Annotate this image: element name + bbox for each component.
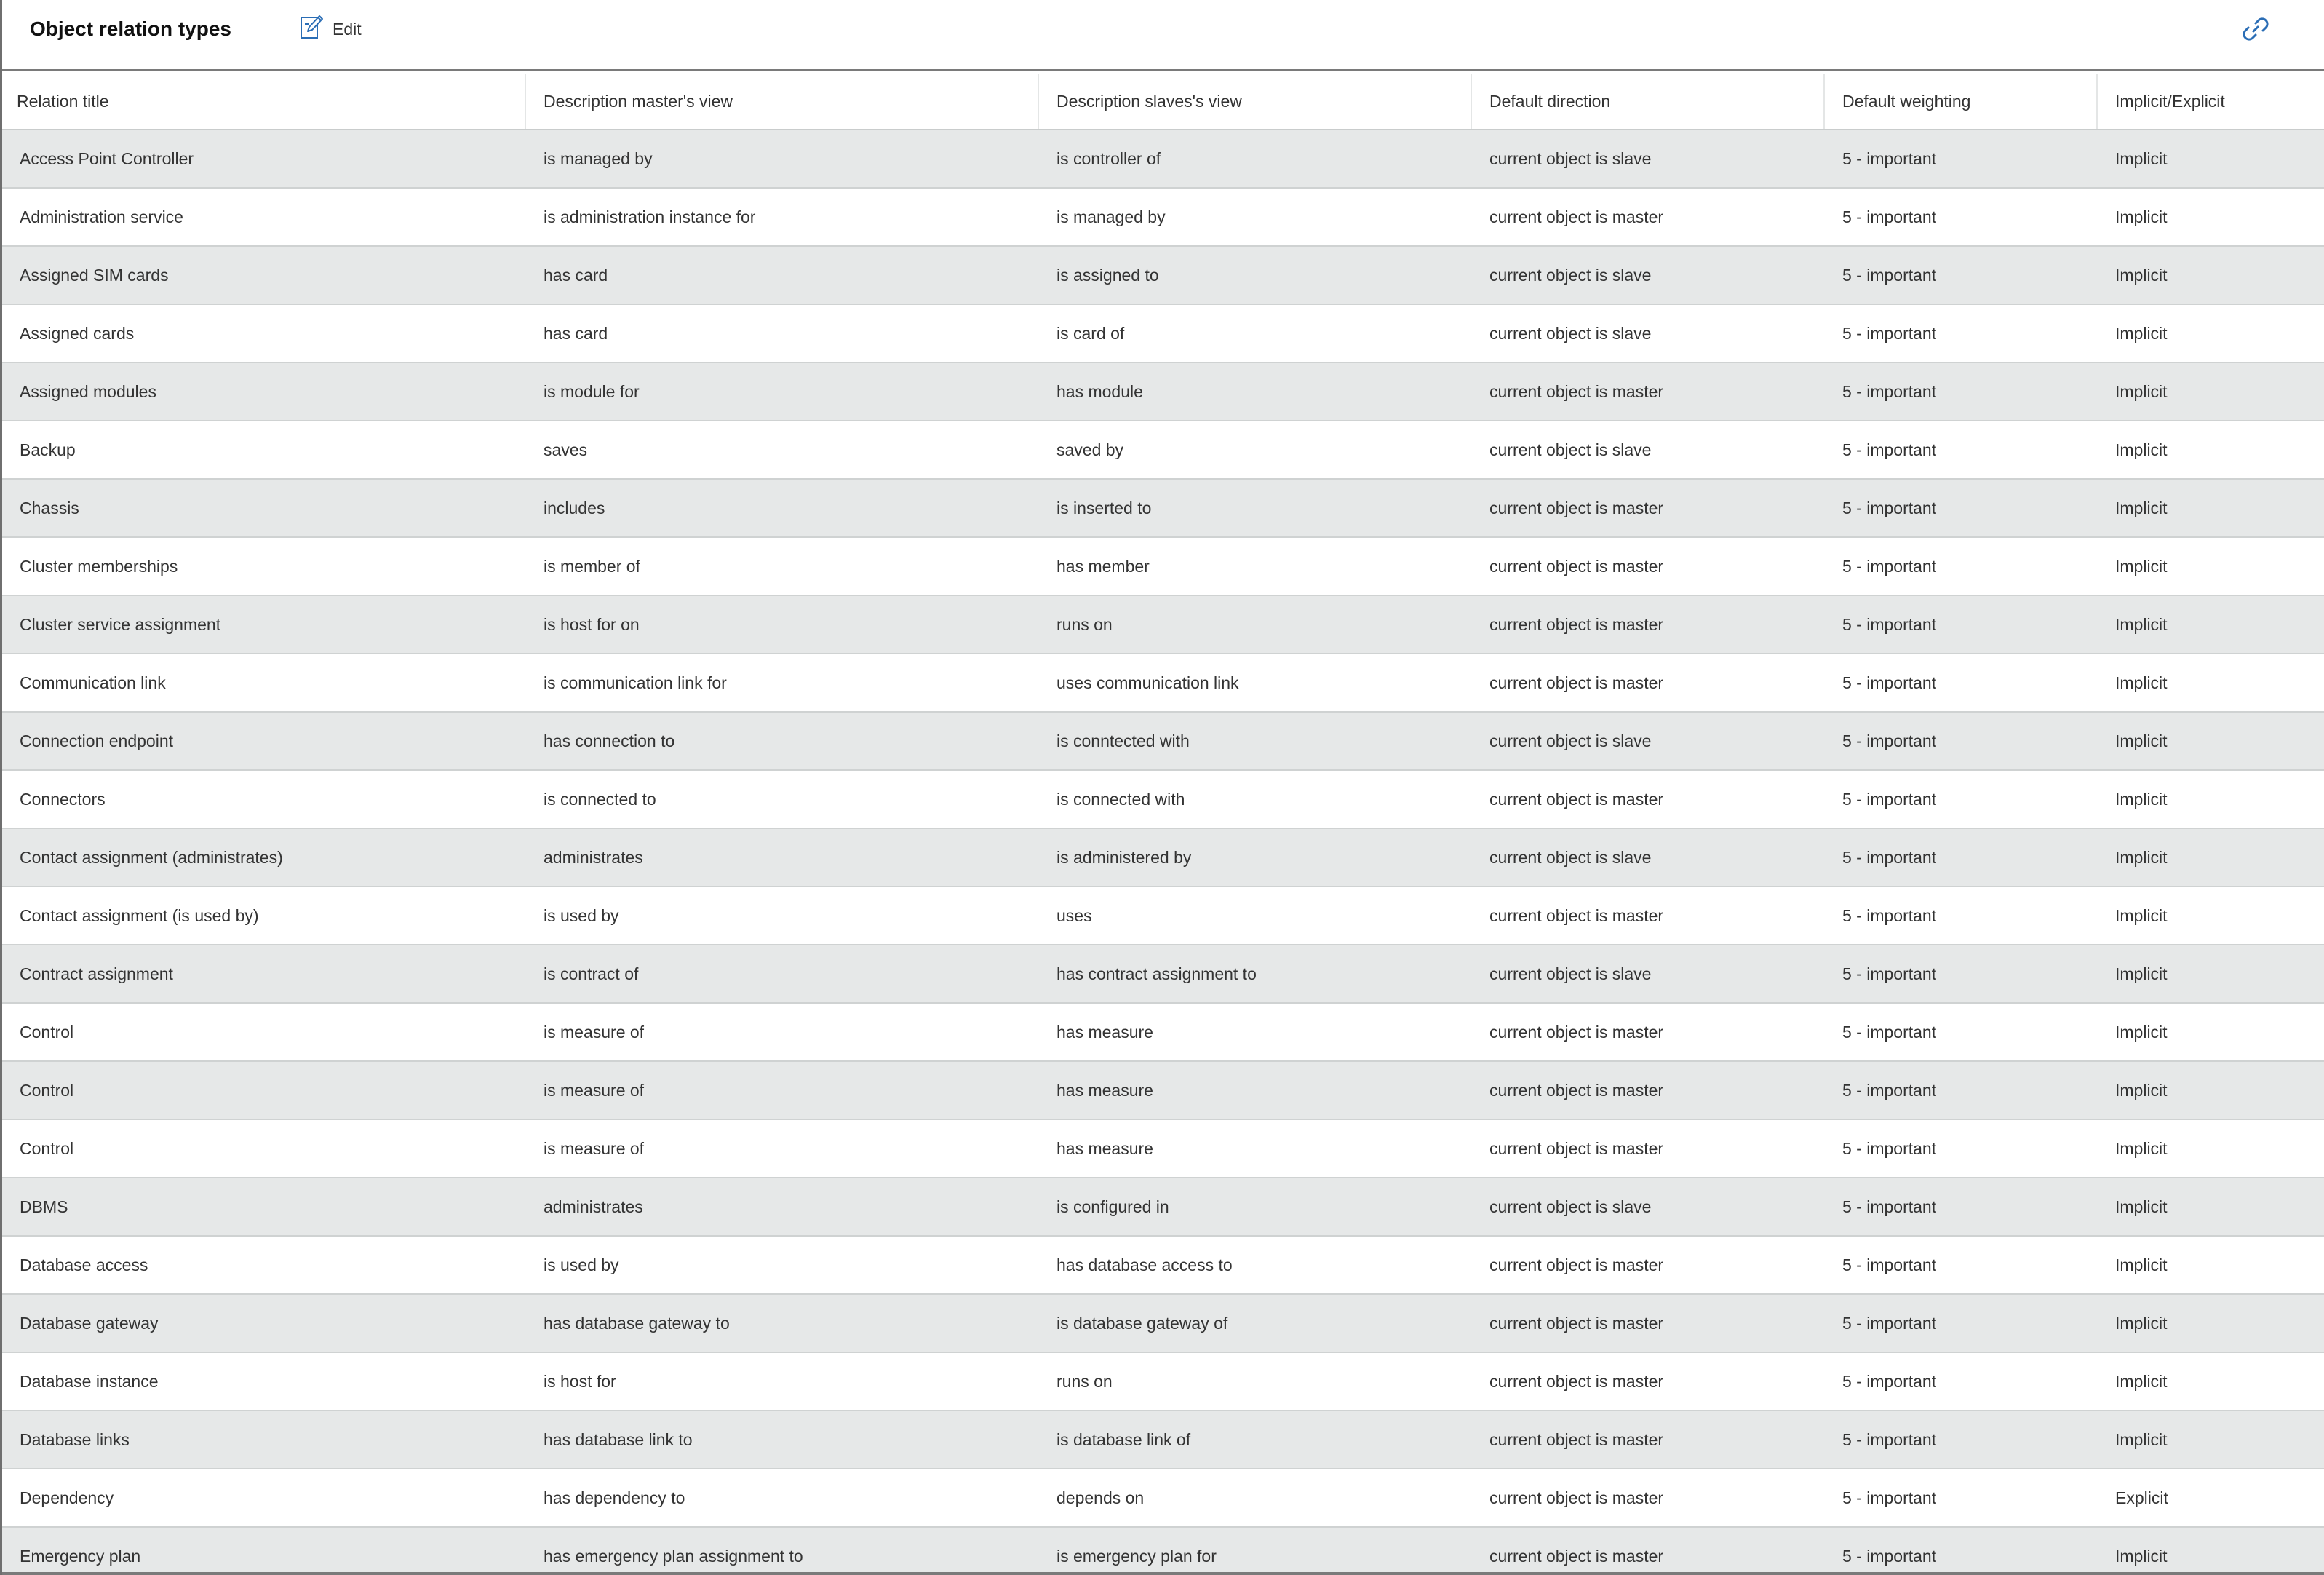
cell-slave-view: is managed by (1056, 207, 1166, 226)
cell-master-view: has emergency plan assignment to (544, 1546, 803, 1566)
cell-implicit-explicit: Explicit (2115, 1488, 2168, 1507)
cell-slave-view: is controller of (1056, 148, 1161, 168)
cell-slave-view: is database gateway of (1056, 1313, 1228, 1333)
cell-default-direction: current object is master (1489, 789, 1664, 809)
table-row[interactable] (2, 130, 2324, 189)
cell-default-weighting: 5 - important (1842, 1488, 1937, 1507)
cell-implicit-explicit: Implicit (2115, 148, 2168, 168)
cell-default-direction: current object is master (1489, 1138, 1664, 1158)
column-header-default-weighting[interactable]: Default weighting (1825, 74, 2098, 129)
table-row[interactable] (2, 538, 2324, 596)
cell-master-view: has database gateway to (544, 1313, 730, 1333)
edit-label: Edit (333, 19, 362, 39)
cell-implicit-explicit: Implicit (2115, 556, 2168, 576)
cell-relation-title: Control (20, 1022, 74, 1042)
page-header (2, 0, 2324, 71)
table-row[interactable] (2, 1062, 2324, 1120)
cell-slave-view: depends on (1056, 1488, 1145, 1507)
cell-relation-title: Assigned modules (20, 381, 156, 401)
cell-default-direction: current object is master (1489, 673, 1664, 692)
cell-slave-view: has contract assignment to (1056, 964, 1257, 983)
cell-master-view: is used by (544, 905, 619, 925)
table-row[interactable] (2, 654, 2324, 713)
cell-slave-view: is inserted to (1056, 498, 1152, 517)
cell-default-weighting: 5 - important (1842, 1546, 1937, 1566)
cell-default-weighting: 5 - important (1842, 265, 1937, 285)
cell-implicit-explicit: Implicit (2115, 1138, 2168, 1158)
table-row[interactable] (2, 596, 2324, 654)
cell-slave-view: saved by (1056, 440, 1124, 459)
column-header-master-view[interactable]: Description master's view (526, 74, 1039, 129)
table-row[interactable] (2, 1528, 2324, 1575)
cell-relation-title: Assigned cards (20, 323, 135, 343)
cell-relation-title: Backup (20, 440, 76, 459)
page-title: Object relation types (30, 17, 231, 40)
cell-default-weighting: 5 - important (1842, 1080, 1937, 1100)
cell-implicit-explicit: Implicit (2115, 847, 2168, 867)
cell-slave-view: has measure (1056, 1022, 1153, 1042)
cell-relation-title: Database gateway (20, 1313, 159, 1333)
cell-default-weighting: 5 - important (1842, 1197, 1937, 1216)
table-row[interactable] (2, 480, 2324, 538)
cell-relation-title: DBMS (20, 1197, 68, 1216)
cell-default-direction: current object is slave (1489, 731, 1652, 750)
table-row[interactable] (2, 1411, 2324, 1469)
cell-master-view: has database link to (544, 1429, 693, 1449)
cell-master-view: saves (544, 440, 588, 459)
cell-default-direction: current object is slave (1489, 323, 1652, 343)
cell-implicit-explicit: Implicit (2115, 1080, 2168, 1100)
cell-relation-title: Database links (20, 1429, 130, 1449)
cell-default-weighting: 5 - important (1842, 148, 1937, 168)
cell-default-direction: current object is slave (1489, 847, 1652, 867)
column-header-default-direction[interactable]: Default direction (1472, 74, 1825, 129)
cell-implicit-explicit: Implicit (2115, 1429, 2168, 1449)
cell-relation-title: Access Point Controller (20, 148, 194, 168)
cell-slave-view: is connected with (1056, 789, 1185, 809)
cell-relation-title: Contract assignment (20, 964, 173, 983)
cell-default-direction: current object is master (1489, 1371, 1664, 1391)
table-header (2, 74, 2324, 130)
cell-default-weighting: 5 - important (1842, 1429, 1937, 1449)
cell-default-direction: current object is slave (1489, 964, 1652, 983)
cell-slave-view: is card of (1056, 323, 1125, 343)
table-row[interactable] (2, 189, 2324, 247)
cell-slave-view: is emergency plan for (1056, 1546, 1217, 1566)
table-row[interactable] (2, 1004, 2324, 1062)
cell-default-direction: current object is master (1489, 1546, 1664, 1566)
cell-slave-view: is configured in (1056, 1197, 1169, 1216)
cell-master-view: is host for (544, 1371, 616, 1391)
cell-implicit-explicit: Implicit (2115, 207, 2168, 226)
cell-master-view: is communication link for (544, 673, 727, 692)
table-row[interactable] (2, 421, 2324, 480)
cell-implicit-explicit: Implicit (2115, 498, 2168, 517)
cell-slave-view: has measure (1056, 1138, 1153, 1158)
cell-implicit-explicit: Implicit (2115, 1313, 2168, 1333)
cell-implicit-explicit: Implicit (2115, 1371, 2168, 1391)
cell-default-direction: current object is master (1489, 1313, 1664, 1333)
cell-relation-title: Database instance (20, 1371, 159, 1391)
table-row[interactable] (2, 945, 2324, 1004)
cell-master-view: has dependency to (544, 1488, 685, 1507)
cell-relation-title: Connectors (20, 789, 106, 809)
cell-master-view: is measure of (544, 1080, 645, 1100)
link-icon (2241, 34, 2270, 47)
cell-implicit-explicit: Implicit (2115, 1197, 2168, 1216)
cell-slave-view: uses (1056, 905, 1092, 925)
cell-relation-title: Control (20, 1138, 74, 1158)
cell-default-weighting: 5 - important (1842, 1255, 1937, 1274)
cell-implicit-explicit: Implicit (2115, 323, 2168, 343)
cell-slave-view: is assigned to (1056, 265, 1159, 285)
cell-default-weighting: 5 - important (1842, 789, 1937, 809)
cell-implicit-explicit: Implicit (2115, 964, 2168, 983)
table-row[interactable] (2, 1237, 2324, 1295)
table-row[interactable] (2, 247, 2324, 305)
cell-default-weighting: 5 - important (1842, 498, 1937, 517)
cell-master-view: is member of (544, 556, 640, 576)
cell-slave-view: is administered by (1056, 847, 1192, 867)
table-row[interactable] (2, 305, 2324, 363)
cell-implicit-explicit: Implicit (2115, 265, 2168, 285)
cell-master-view: is managed by (544, 148, 653, 168)
cell-implicit-explicit: Implicit (2115, 673, 2168, 692)
table-row[interactable] (2, 1469, 2324, 1528)
cell-relation-title: Control (20, 1080, 74, 1100)
cell-relation-title: Chassis (20, 498, 79, 517)
cell-master-view: administrates (544, 1197, 643, 1216)
cell-implicit-explicit: Implicit (2115, 614, 2168, 634)
cell-default-weighting: 5 - important (1842, 1371, 1937, 1391)
cell-relation-title: Cluster service assignment (20, 614, 221, 634)
cell-default-weighting: 5 - important (1842, 1138, 1937, 1158)
cell-default-weighting: 5 - important (1842, 556, 1937, 576)
cell-implicit-explicit: Implicit (2115, 905, 2168, 925)
cell-default-direction: current object is master (1489, 1022, 1664, 1042)
cell-implicit-explicit: Implicit (2115, 1546, 2168, 1566)
cell-slave-view: is database link of (1056, 1429, 1191, 1449)
cell-implicit-explicit: Implicit (2115, 731, 2168, 750)
cell-default-weighting: 5 - important (1842, 440, 1937, 459)
cell-default-direction: current object is master (1489, 1255, 1664, 1274)
cell-default-direction: current object is master (1489, 381, 1664, 401)
cell-default-direction: current object is master (1489, 905, 1664, 925)
cell-default-weighting: 5 - important (1842, 673, 1937, 692)
cell-relation-title: Cluster memberships (20, 556, 178, 576)
table-row[interactable] (2, 363, 2324, 421)
cell-default-weighting: 5 - important (1842, 847, 1937, 867)
column-header-relation-title[interactable]: Relation title (2, 74, 526, 129)
table-row[interactable] (2, 1295, 2324, 1353)
cell-master-view: has card (544, 265, 608, 285)
cell-default-weighting: 5 - important (1842, 323, 1937, 343)
table-row[interactable] (2, 829, 2324, 887)
cell-implicit-explicit: Implicit (2115, 1255, 2168, 1274)
cell-relation-title: Communication link (20, 673, 166, 692)
cell-default-weighting: 5 - important (1842, 614, 1937, 634)
cell-master-view: has card (544, 323, 608, 343)
table-row[interactable] (2, 1178, 2324, 1237)
table-body (2, 130, 2324, 1575)
cell-master-view: is host for on (544, 614, 640, 634)
cell-master-view: is contract of (544, 964, 639, 983)
cell-default-weighting: 5 - important (1842, 905, 1937, 925)
edit-button[interactable] (299, 15, 362, 44)
cell-implicit-explicit: Implicit (2115, 381, 2168, 401)
cell-master-view: is administration instance for (544, 207, 756, 226)
cell-default-weighting: 5 - important (1842, 1022, 1937, 1042)
cell-default-direction: current object is master (1489, 207, 1664, 226)
cell-default-direction: current object is master (1489, 1488, 1664, 1507)
cell-master-view: is measure of (544, 1138, 645, 1158)
cell-master-view: has connection to (544, 731, 675, 750)
cell-relation-title: Contact assignment (is used by) (20, 905, 259, 925)
cell-relation-title: Dependency (20, 1488, 114, 1507)
cell-default-weighting: 5 - important (1842, 207, 1937, 226)
cell-default-direction: current object is master (1489, 614, 1664, 634)
cell-slave-view: runs on (1056, 614, 1113, 634)
table-row[interactable] (2, 1353, 2324, 1411)
cell-relation-title: Administration service (20, 207, 183, 226)
cell-default-direction: current object is slave (1489, 440, 1652, 459)
cell-master-view: is used by (544, 1255, 619, 1274)
table-row[interactable] (2, 713, 2324, 771)
cell-master-view: is connected to (544, 789, 656, 809)
cell-implicit-explicit: Implicit (2115, 440, 2168, 459)
cell-relation-title: Contact assignment (administrates) (20, 847, 283, 867)
column-header-slave-view[interactable]: Description slaves's view (1039, 74, 1472, 129)
cell-master-view: is measure of (544, 1022, 645, 1042)
cell-master-view: administrates (544, 847, 643, 867)
cell-relation-title: Emergency plan (20, 1546, 141, 1566)
cell-default-direction: current object is master (1489, 1429, 1664, 1449)
bottom-divider (2, 1572, 2324, 1575)
cell-master-view: includes (544, 498, 605, 517)
cell-default-weighting: 5 - important (1842, 731, 1937, 750)
cell-default-direction: current object is slave (1489, 1197, 1652, 1216)
table-row[interactable] (2, 887, 2324, 945)
cell-default-weighting: 5 - important (1842, 1313, 1937, 1333)
cell-master-view: is module for (544, 381, 640, 401)
table-row[interactable] (2, 771, 2324, 829)
cell-relation-title: Assigned SIM cards (20, 265, 169, 285)
edit-icon (299, 14, 324, 44)
cell-default-weighting: 5 - important (1842, 964, 1937, 983)
cell-implicit-explicit: Implicit (2115, 789, 2168, 809)
cell-relation-title: Connection endpoint (20, 731, 173, 750)
table-row[interactable] (2, 1120, 2324, 1178)
cell-slave-view: has member (1056, 556, 1150, 576)
cell-default-weighting: 5 - important (1842, 381, 1937, 401)
cell-slave-view: has database access to (1056, 1255, 1233, 1274)
cell-default-direction: current object is master (1489, 498, 1664, 517)
cell-default-direction: current object is slave (1489, 148, 1652, 168)
cell-implicit-explicit: Implicit (2115, 1022, 2168, 1042)
cell-default-direction: current object is master (1489, 1080, 1664, 1100)
cell-slave-view: has module (1056, 381, 1143, 401)
cell-relation-title: Database access (20, 1255, 148, 1274)
link-button[interactable] (2241, 15, 2270, 44)
cell-slave-view: runs on (1056, 1371, 1113, 1391)
cell-slave-view: uses communication link (1056, 673, 1239, 692)
cell-slave-view: has measure (1056, 1080, 1153, 1100)
cell-default-direction: current object is slave (1489, 265, 1652, 285)
cell-slave-view: is conntected with (1056, 731, 1190, 750)
column-header-implicit-explicit[interactable]: Implicit/Explicit (2115, 91, 2225, 111)
cell-default-direction: current object is master (1489, 556, 1664, 576)
